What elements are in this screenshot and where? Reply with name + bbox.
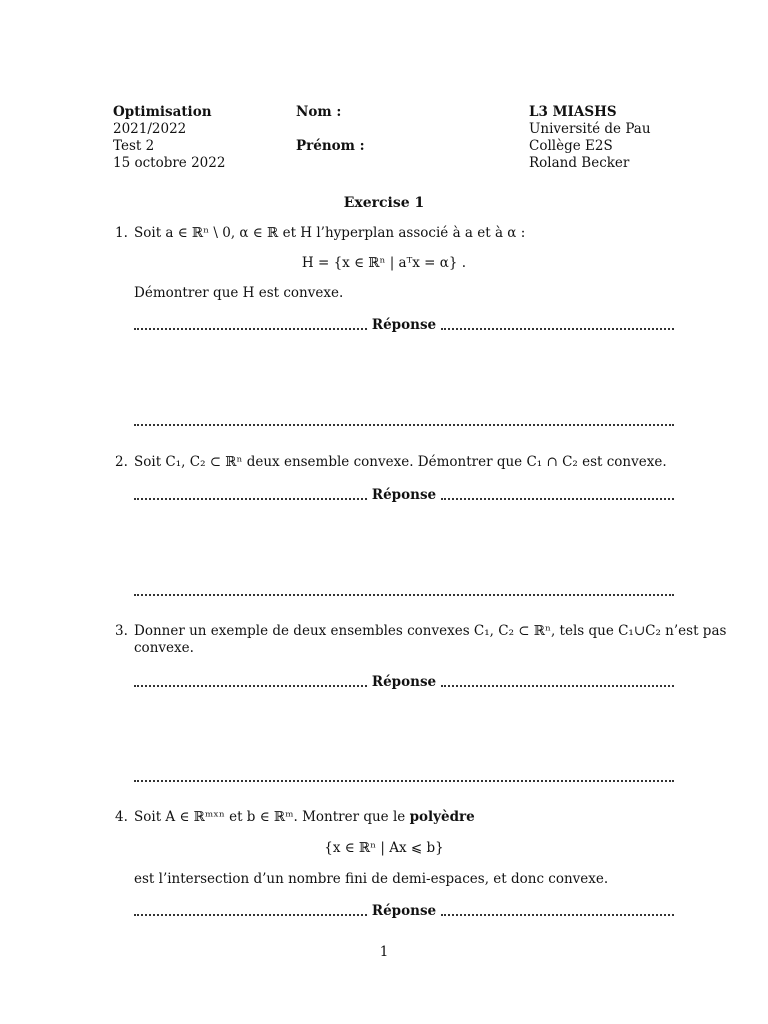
college-name: Collège E2S <box>529 138 613 154</box>
q3-text-line1: Donner un exemple de deux ensembles convexes C₁, C₂ ⊂ ℝⁿ, tels que C₁∪C₂ n’est pas <box>134 623 727 639</box>
prenom-label: Prénom : <box>296 138 365 154</box>
q3-text-line2: convexe. <box>134 640 194 656</box>
q4-number: 4. <box>115 809 128 825</box>
q2-response-header <box>134 486 674 504</box>
q1-formula: H = {x ∈ ℝⁿ | aᵀx = α} . <box>301 255 467 271</box>
nom-label: Nom : <box>296 104 342 120</box>
q2-text: Soit C₁, C₂ ⊂ ℝⁿ deux ensemble convexe. Démontrer que C₁ ∩ C₂ est convexe. <box>134 454 667 470</box>
q3-number: 3. <box>115 623 128 639</box>
q4-text <box>134 809 475 825</box>
test-name: Test 2 <box>113 138 155 154</box>
q1-instruction: Démontrer que H est convexe. <box>134 285 344 301</box>
q4-response-header <box>134 902 674 920</box>
academic-year: 2021/2022 <box>113 121 187 137</box>
q3-response-header <box>134 673 674 691</box>
q2-response-end-line <box>134 594 674 596</box>
q3-response-label: Réponse <box>371 674 437 690</box>
q4-response-label: Réponse <box>371 903 437 919</box>
program-name: L3 MIASHS <box>529 104 617 120</box>
test-date: 15 octobre 2022 <box>113 155 226 171</box>
q3-response-end-line <box>134 780 674 782</box>
q4-instruction: est l’intersection d’un nombre fini de demi-espaces, et donc convexe. <box>134 871 609 887</box>
q2-response-label: Réponse <box>371 487 437 503</box>
page-number: 1 <box>379 944 389 960</box>
q1-response-header <box>134 316 674 334</box>
university-name: Université de Pau <box>529 121 651 137</box>
q4-text-before: Soit A ∈ ℝᵐˣⁿ et b ∈ ℝᵐ. Montrer que le <box>134 809 410 825</box>
q1-number: 1. <box>115 225 128 241</box>
q1-response-label: Réponse <box>371 317 437 333</box>
q1-response-end-line <box>134 424 674 426</box>
q4-text-bold: polyèdre <box>409 809 475 825</box>
q2-number: 2. <box>115 454 128 470</box>
q4-formula: {x ∈ ℝⁿ | Ax ⩽ b} <box>324 840 444 856</box>
q1-text: Soit a ∈ ℝⁿ \ 0, α ∈ ℝ et H l’hyperplan associé à a et à α : <box>134 225 526 241</box>
course-title: Optimisation <box>113 104 212 120</box>
instructor-name: Roland Becker <box>529 155 630 171</box>
exercise-title: Exercise 1 <box>343 195 425 211</box>
